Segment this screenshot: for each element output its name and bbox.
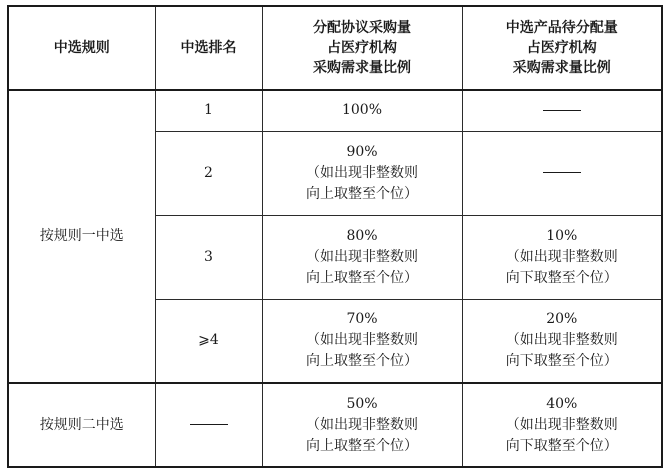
cell-line: （如出现非整数则 [306,248,418,265]
agreement-ratio-cell [262,383,462,467]
rule-label: 按规则二中选 [39,416,124,433]
cell-line: 70% [346,311,378,328]
cell-line: 向上取整至个位） [306,269,418,286]
agreement-ratio-cell [262,215,462,299]
rank-value: 2 [204,164,213,181]
header-pending-ratio [462,6,662,90]
cell-line: （如出现非整数则 [505,332,618,349]
agreement-ratio-cell [262,299,462,383]
agreement-ratio-cell [262,131,462,215]
rank-cell [155,299,262,383]
pending-ratio-cell [462,383,662,467]
cell-line: 90% [346,143,378,160]
cell-line: （如出现非整数则 [306,332,418,349]
rule-cell [8,90,155,383]
cell-line: （如出现非整数则 [306,416,418,433]
cell-line: 100% [341,102,383,119]
cell-line: 向下取整至个位） [505,437,618,454]
rule-cell [8,383,155,467]
rank-value: ⩾4 [198,332,219,349]
empty-dash [543,172,581,173]
cell-line: 采购需求量比例 [313,60,411,76]
agreement-ratio-cell [262,90,462,131]
cell-line: 20% [546,311,578,328]
cell-line: 向上取整至个位） [306,437,418,454]
cell-line: 向上取整至个位） [306,185,418,202]
cell-line: 向下取整至个位） [505,269,618,286]
cell-line: 80% [346,227,378,244]
header-row [8,6,662,90]
cell-line: 中选排名 [180,40,237,56]
table-row [8,90,662,131]
header-rule [8,6,155,90]
rank-value: 1 [204,102,213,119]
table-row [8,383,662,467]
cell-line: 占医疗机构 [327,40,397,56]
rank-cell [155,90,262,131]
cell-line: 中选产品待分配量 [505,20,618,36]
cell-line: 中选规则 [53,40,110,56]
rule-label: 按规则一中选 [39,228,124,244]
cell-line: 向上取整至个位） [306,353,418,370]
cell-line: 10% [546,227,578,244]
header-rank [155,6,262,90]
cell-line: 向下取整至个位） [505,353,618,370]
cell-line: 分配协议采购量 [313,20,411,36]
cell-line: 采购需求量比例 [512,60,611,76]
pending-ratio-cell [462,215,662,299]
allocation-table [7,5,663,468]
cell-line: （如出现非整数则 [505,248,618,265]
pending-ratio-cell [462,90,662,131]
empty-dash [190,424,228,425]
cell-line: 50% [346,395,378,412]
rank-value: 3 [204,248,213,265]
cell-line: 占医疗机构 [526,40,597,56]
table-body [8,90,662,467]
pending-ratio-cell [462,131,662,215]
rank-cell [155,383,262,467]
empty-dash [543,110,581,111]
cell-line: （如出现非整数则 [306,164,418,181]
pending-ratio-cell [462,299,662,383]
header-agreement-ratio [262,6,462,90]
rank-cell [155,131,262,215]
cell-line: （如出现非整数则 [505,416,618,433]
cell-line: 40% [546,395,578,412]
rank-cell [155,215,262,299]
